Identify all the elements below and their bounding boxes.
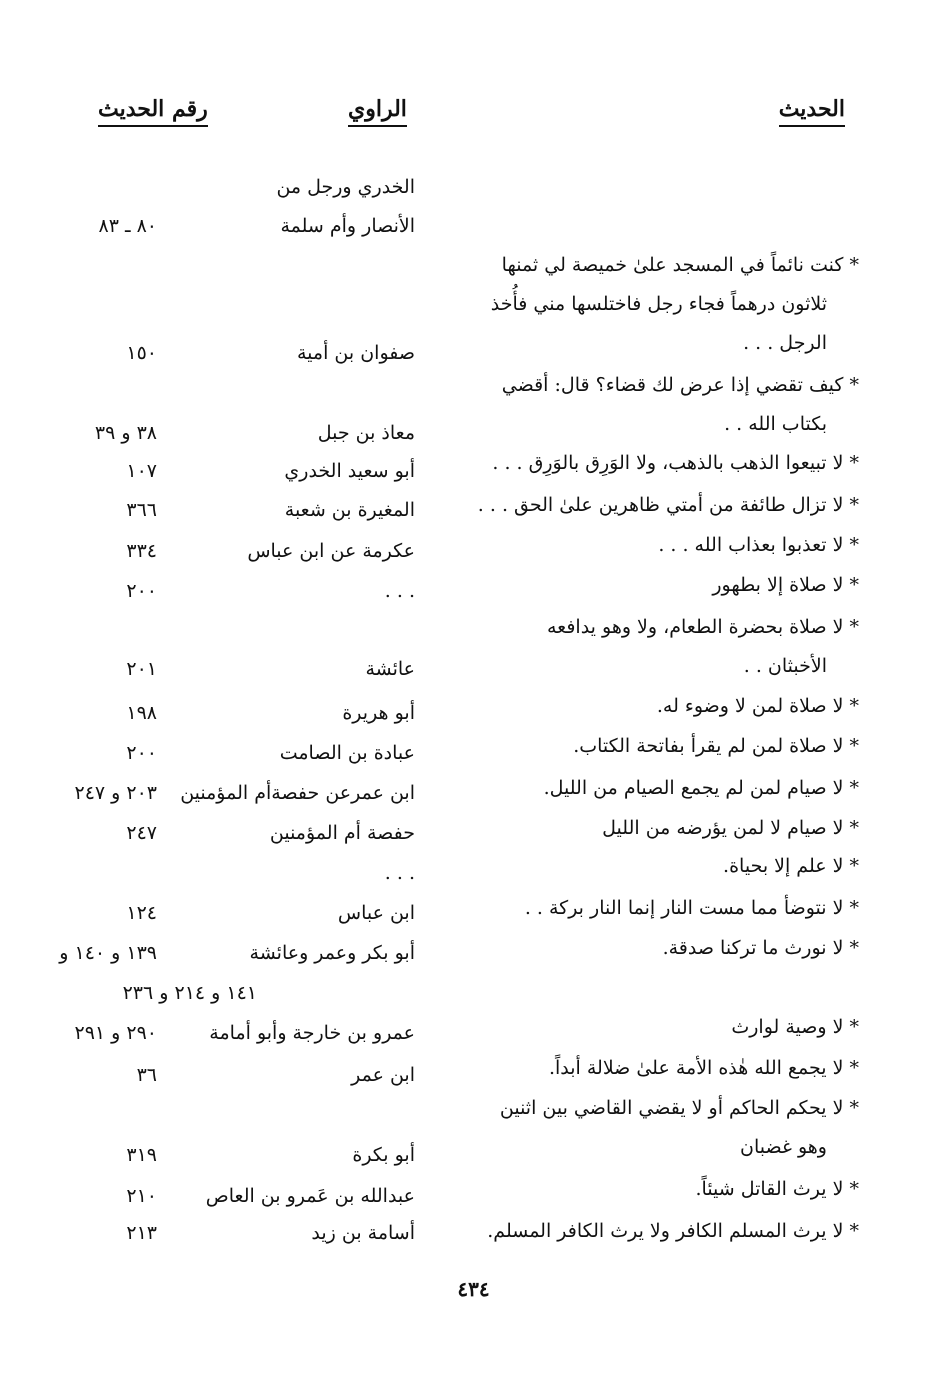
hadith-number: ٣٣٤: [126, 540, 157, 562]
narrator-line: المغيرة بن شعبة: [284, 499, 415, 521]
hadith-number: ١٠٧: [126, 460, 157, 482]
hadith-number: ٣٦: [136, 1064, 157, 1086]
hadith-line: * لا نورث ما تركنا صدقة.: [662, 937, 859, 959]
narrator-line: عبدالله بن عَمرو بن العاص: [205, 1185, 415, 1207]
narrator-line: أبو هريرة: [342, 702, 415, 724]
narrator-line: عكرمة عن ابن عباس: [247, 540, 415, 562]
hadith-number: ٢١٣: [126, 1222, 157, 1244]
narrator-line: عمرو بن خارجة وأبو أمامة: [209, 1022, 415, 1044]
narrator-line: . . .: [384, 580, 415, 602]
hadith-line: وهو غضبان: [740, 1136, 827, 1158]
narrator-line: . . .: [384, 862, 415, 884]
narrator-line: الأنصار وأم سلمة: [280, 215, 415, 237]
hadith-number: ٣٦٦: [126, 499, 157, 521]
hadith-line: * كنت نائماً في المسجد علىٰ خميصة لي ثمنها: [501, 254, 859, 276]
narrator-line: عائشة: [365, 658, 415, 680]
narrator-line: أبو بكر وعمر وعائشة: [249, 942, 415, 964]
hadith-line: * لا تبيعوا الذهب بالذهب، ولا الوَرِق بالوَرِق . . .: [492, 452, 859, 474]
hadith-line: * لا صلاة إلا بطهور: [712, 574, 859, 596]
narrator-line: الخدري ورجل من: [276, 176, 415, 198]
hadith-line: * لا صلاة بحضرة الطعام، ولا وهو يدافعه: [546, 616, 859, 638]
hadith-line: * لا نتوضأ مما مست النار إنما النار بركة . .: [524, 897, 859, 919]
narrator-line: معاذ بن جبل: [317, 422, 415, 444]
hadith-number: ٣١٩: [126, 1144, 157, 1166]
page-number: ٤٣٤: [457, 1277, 490, 1301]
narrator-line: عبادة بن الصامت: [279, 742, 415, 764]
hadith-number: ٢٤٧: [126, 822, 157, 844]
hadith-number: ٨٠ ـ ٨٣: [98, 215, 157, 237]
hadith-line: * لا صيام لمن لم يجمع الصيام من الليل.: [543, 777, 859, 799]
hadith-number: ١٣٩ و ١٤٠ و: [59, 942, 157, 964]
narrator-line: أبو بكرة: [352, 1144, 415, 1166]
hadith-line: * لا وصية لوارث: [731, 1016, 859, 1038]
hadith-number: ٢٠٣ و ٢٤٧: [74, 782, 157, 804]
hadith-line: * لا يحكم الحاكم أو لا يقضي القاضي بين اثنين: [499, 1097, 859, 1119]
hadith-line: * لا صلاة لمن لم يقرأ بفاتحة الكتاب.: [573, 735, 859, 757]
hadith-line: الرجل . . .: [743, 332, 827, 354]
hadith-line: * لا صلاة لمن لا وضوء له.: [656, 695, 859, 717]
hadith-line: ثلاثون درهماً فجاء رجل فاختلسها مني فأُخذ: [490, 293, 827, 315]
narrator-line: حفصة أم المؤمنين: [269, 822, 415, 844]
hadith-line: * لا يرث القاتل شيئاً.: [695, 1178, 859, 1200]
narrator-column-header: الراوي: [348, 96, 407, 127]
hadith-number: ٣٨ و ٣٩: [94, 422, 157, 444]
hadith-number: ١٤١ و ٢١٤ و ٢٣٦: [122, 982, 257, 1004]
hadith-line: * لا علم إلا بحياة.: [723, 855, 859, 877]
hadith-number: ١٢٤: [126, 902, 157, 924]
narrator-line: ابن عمرعن حفصةأم المؤمنين: [180, 782, 415, 804]
hadith-line: * لا تعذبوا بعذاب الله . . .: [658, 534, 859, 556]
hadith-number: ٢٠١: [126, 658, 157, 680]
hadith-number: ١٩٨: [126, 702, 157, 724]
narrator-line: ابن عمر: [351, 1064, 415, 1086]
hadith-number: ٢١٠: [126, 1185, 157, 1207]
narrator-line: أبو سعيد الخدري: [284, 460, 415, 482]
hadith-column-header: الحديث: [779, 96, 845, 127]
hadith-line: الأخبثان . .: [743, 655, 827, 677]
hadith-number: ٢٠٠: [126, 580, 157, 602]
hadith-line: * لا يرث المسلم الكافر ولا يرث الكافر المسلم.: [487, 1220, 859, 1242]
hadith-number-column-header: رقم الحديث: [98, 96, 208, 127]
hadith-number: ٢٠٠: [126, 742, 157, 764]
hadith-number: ٢٩٠ و ٢٩١: [74, 1022, 157, 1044]
narrator-line: صفوان بن أمية: [297, 342, 415, 364]
hadith-line: * لا تزال طائفة من أمتي ظاهرين علىٰ الحق . . .: [477, 494, 859, 516]
hadith-line: بكتاب الله . .: [724, 413, 827, 435]
hadith-number: ١٥٠: [126, 342, 157, 364]
narrator-line: ابن عباس: [337, 902, 415, 924]
narrator-line: أسامة بن زيد: [311, 1222, 415, 1244]
hadith-line: * كيف تقضي إذا عرض لك قضاء؟ قال: أقضي: [501, 374, 859, 396]
hadith-line: * لا صيام لا لمن يؤرضه من الليل: [602, 817, 859, 839]
hadith-line: * لا يجمع الله هٰذه الأمة علىٰ ضلالة أبداً.: [548, 1057, 859, 1079]
